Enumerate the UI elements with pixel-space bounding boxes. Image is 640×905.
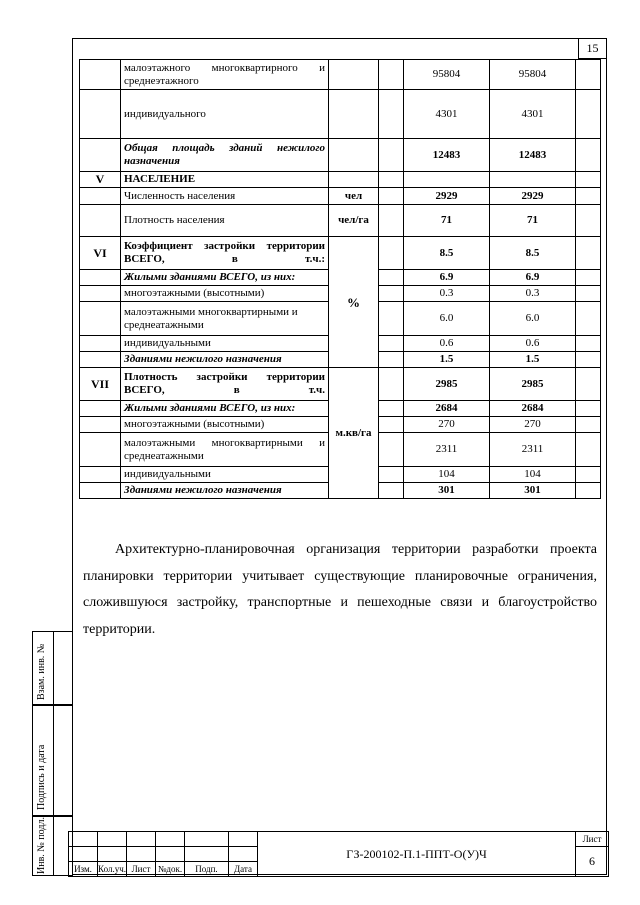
- table-row: [80, 60, 601, 90]
- unit-cell: м.кв/га: [329, 368, 379, 499]
- value-cell: 270: [490, 417, 576, 433]
- row-label: малоэтажными многоквартирными и среднеатажными: [121, 302, 329, 336]
- row-label: индивидуальными: [121, 336, 329, 352]
- value-cell: 95804: [490, 60, 576, 90]
- row-label: Коэффициент застройки территории ВСЕГО, в т.ч.:: [121, 237, 329, 270]
- table-row: [80, 237, 601, 270]
- row-label: многоэтажными (высотными): [121, 286, 329, 302]
- section-number: V: [80, 172, 121, 188]
- value-cell: 2985: [490, 368, 576, 401]
- row-label: индивидуальными: [121, 467, 329, 483]
- unit-cell: чел/га: [329, 205, 379, 237]
- section-number: VI: [80, 237, 121, 270]
- value-cell: 71: [490, 205, 576, 237]
- row-label: Зданиями нежилого назначения: [121, 483, 329, 499]
- row-label: малоэтажными многоквартирными и среднеатажными: [121, 433, 329, 467]
- value-cell: 6.9: [404, 270, 490, 286]
- side-cell-inv: [32, 816, 73, 876]
- sheet-label: Лист: [576, 832, 609, 847]
- side-label-podpis: Подпись и дата: [36, 744, 47, 810]
- value-cell: 4301: [490, 90, 576, 139]
- row-label: Жилыми зданиями ВСЕГО, из них:: [121, 270, 329, 286]
- value-cell: 1.5: [490, 352, 576, 368]
- value-cell: 104: [404, 467, 490, 483]
- side-cell-vzam: [32, 631, 73, 705]
- title-block: [68, 831, 609, 877]
- row-label: Плотность населения: [121, 205, 329, 237]
- indicators-table: [79, 59, 601, 499]
- section-number: VII: [80, 368, 121, 401]
- row-label: Численность населения: [121, 188, 329, 205]
- value-cell: 301: [490, 483, 576, 499]
- stamp-header: Подп.: [185, 862, 229, 877]
- stamp-header: Изм.: [69, 862, 98, 877]
- document-code: ГЗ-200102-П.1-ППТ-О(У)Ч: [258, 832, 576, 877]
- value-cell: 4301: [404, 90, 490, 139]
- table-row: [80, 205, 601, 237]
- row-label: Плотность застройки территории ВСЕГО, в т.ч.: [121, 368, 329, 401]
- value-cell: 0.3: [490, 286, 576, 302]
- value-cell: 95804: [404, 60, 490, 90]
- stamp-header: Лист: [127, 862, 156, 877]
- value-cell: 2985: [404, 368, 490, 401]
- table-row: [80, 139, 601, 172]
- table-row: [80, 90, 601, 139]
- page-number: 15: [578, 38, 607, 59]
- value-cell: 2311: [404, 433, 490, 467]
- side-label-vzam: Взам. инв. №: [36, 643, 47, 700]
- value-cell: 0.6: [404, 336, 490, 352]
- row-label: Зданиями нежилого назначения: [121, 352, 329, 368]
- row-label: индивидуального: [121, 90, 329, 139]
- value-cell: 8.5: [490, 237, 576, 270]
- stamp-header: Кол.уч.: [98, 862, 127, 877]
- section-title: НАСЕЛЕНИЕ: [121, 172, 329, 188]
- row-label: многоэтажными (высотными): [121, 417, 329, 433]
- value-cell: 270: [404, 417, 490, 433]
- unit-cell: %: [329, 237, 379, 368]
- row-label: Общая площадь зданий нежилого назначения: [121, 139, 329, 172]
- unit-cell: чел: [329, 188, 379, 205]
- value-cell: 0.3: [404, 286, 490, 302]
- side-label-inv: Инв. № подл.: [36, 817, 47, 874]
- table-row: [80, 188, 601, 205]
- sheet-number: 6: [576, 847, 609, 877]
- value-cell: 2929: [490, 188, 576, 205]
- stamp-header: №док.: [156, 862, 185, 877]
- side-cell-podpis: [32, 705, 73, 816]
- value-cell: 0.6: [490, 336, 576, 352]
- table-row: [80, 172, 601, 188]
- value-cell: 2684: [490, 401, 576, 417]
- table-row: [80, 368, 601, 401]
- value-cell: 301: [404, 483, 490, 499]
- value-cell: 12483: [404, 139, 490, 172]
- value-cell: 8.5: [404, 237, 490, 270]
- value-cell: 2929: [404, 188, 490, 205]
- value-cell: 6.0: [404, 302, 490, 336]
- value-cell: 2684: [404, 401, 490, 417]
- value-cell: 104: [490, 467, 576, 483]
- value-cell: 2311: [490, 433, 576, 467]
- value-cell: 1.5: [404, 352, 490, 368]
- body-paragraph: Архитектурно-планировочная организация территории разработки проекта планировки территории учитывает существующие планировочные ограничения, сложившуюся застройку, транспортные и пешеходные связи и благоустройство территории.: [83, 542, 597, 637]
- value-cell: 12483: [490, 139, 576, 172]
- value-cell: 6.0: [490, 302, 576, 336]
- row-label: Жилыми зданиями ВСЕГО, из них:: [121, 401, 329, 417]
- value-cell: 6.9: [490, 270, 576, 286]
- stamp-header: Дата: [229, 862, 258, 877]
- row-label: малоэтажного многоквартирного и среднеэтажного: [121, 60, 329, 90]
- value-cell: 71: [404, 205, 490, 237]
